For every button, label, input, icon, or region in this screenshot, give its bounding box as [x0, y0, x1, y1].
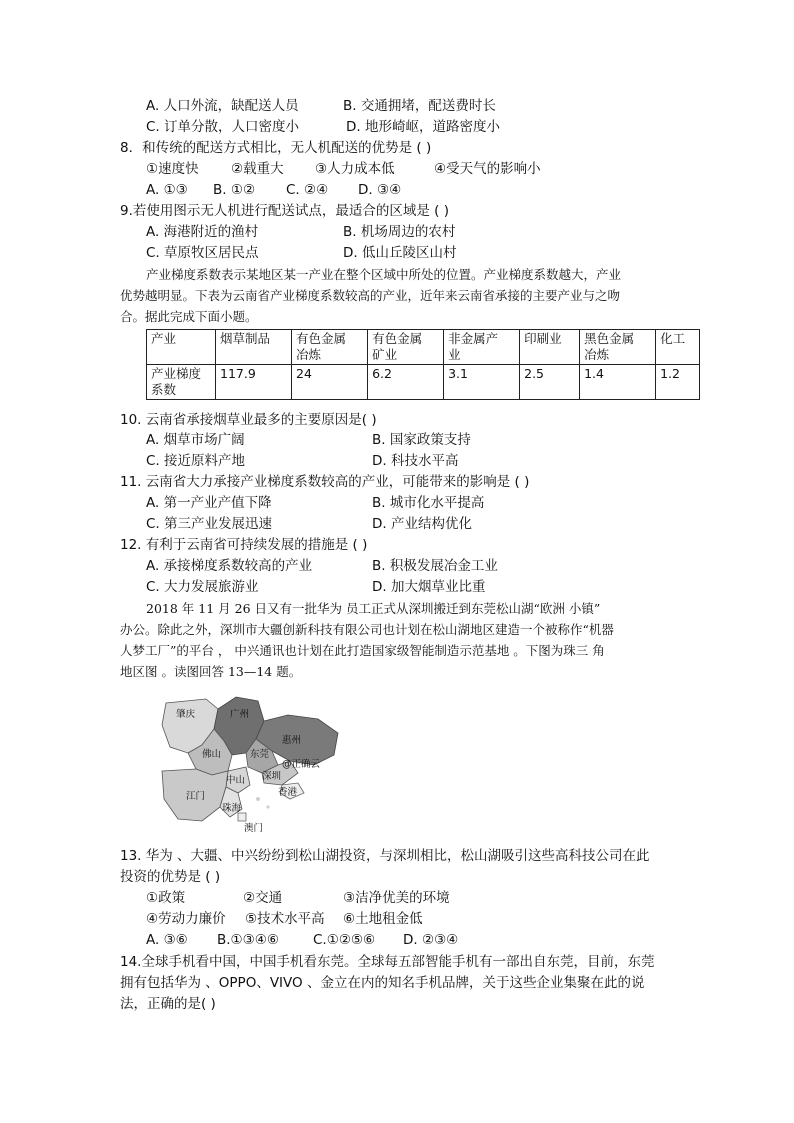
q13-item-4: ④劳动力廉价: [146, 911, 226, 927]
q8-item-3: ③人力成本低: [315, 161, 395, 177]
material2-line-4: 地区图 。读图回答 13—14 题。: [120, 664, 302, 679]
q12-option-d: D. 加大烟草业比重: [372, 579, 486, 595]
table-cell: 1.2: [656, 365, 700, 400]
q7-option-c: C. 订单分散，人口密度小: [146, 119, 300, 135]
map-label: 广州: [230, 709, 250, 720]
table-cell: 6.2: [368, 365, 444, 400]
header-text: 有色金属: [372, 331, 423, 346]
q13-stem-line-1: 13. 华为 、大疆、中兴纷纷到松山湖投资，与深圳相比，松山湖吸引这些高科技公司在此: [120, 848, 650, 864]
header-text: 产业: [151, 331, 177, 346]
q8-option-d: D. ③④: [358, 182, 402, 198]
material2-line-1: 2018 年 11 月 26 日又有一批华为 员工正式从深圳搬迁到东莞松山湖“欧洲 小镇”: [146, 601, 601, 616]
q13-stem-line-2: 投资的优势是 ( ): [120, 869, 221, 885]
header-text: 业: [448, 347, 461, 362]
table-cell: 3.1: [444, 365, 520, 400]
map-label: 佛山: [202, 749, 222, 760]
region-macau: [238, 813, 246, 821]
q14-stem-line-1: 14.全球手机看中国，中国手机看东莞。全球每五部智能手机有一部出自东莞，目前，东莞: [120, 954, 655, 970]
island-mark: [266, 805, 269, 808]
header-text: 冶炼: [584, 347, 610, 362]
header-text: 冶炼: [296, 347, 322, 362]
map-label: 深圳: [262, 771, 282, 782]
q8-stem: 8．和传统的配送方式相比，无人机配送的优势是 ( ): [120, 140, 432, 156]
q12-option-b: B. 积极发展冶金工业: [372, 558, 498, 574]
material1-line-1: 产业梯度系数表示某地区某一产业在整个区域中所处的位置。产业梯度系数越大，产业: [146, 267, 622, 282]
table-cell: 24: [292, 365, 368, 400]
q9-option-c: C. 草原牧区居民点: [146, 245, 259, 261]
table-header-cell: [520, 330, 580, 365]
q13-item-5: ⑤技术水平高: [245, 911, 325, 927]
q9-option-d: D. 低山丘陵区山村: [343, 245, 457, 261]
header-text: 非金属产: [448, 331, 499, 346]
table-cell: 1.4: [580, 365, 656, 400]
q11-option-a: A. 第一产业产值下降: [146, 495, 272, 511]
table-header-cell: [368, 330, 444, 365]
q9-option-b: B. 机场周边的农村: [343, 224, 456, 240]
q10-option-d: D. 科技水平高: [372, 453, 459, 469]
q7-option-b: B. 交通拥堵，配送费时长: [343, 98, 496, 114]
q13-item-1: ①政策: [146, 890, 186, 906]
q13-option-b: B.①③④⑥: [217, 932, 279, 948]
q7-option-d: D. 地形崎岖，道路密度小: [346, 119, 500, 135]
pearl-river-delta-map: [158, 695, 348, 840]
header-text: 有色金属: [296, 331, 347, 346]
q7-option-a: A. 人口外流，缺配送人员: [146, 98, 299, 114]
table-header-cell: [292, 330, 368, 365]
industry-gradient-table: [146, 329, 700, 400]
table-header-row: [147, 330, 700, 365]
q8-option-b: B. ①②: [213, 182, 256, 198]
table-header-cell: [147, 330, 216, 365]
header-text: 印刷业: [524, 331, 562, 346]
q13-option-c: C.①②⑤⑥: [313, 932, 376, 948]
map-label: 东莞: [250, 749, 270, 760]
map-label: @正确云: [282, 759, 321, 770]
q10-stem: 10. 云南省承接烟草业最多的主要原因是( ): [120, 412, 377, 428]
material2-line-2: 办公。除此之外，深圳市大疆创新科技有限公司也计划在松山湖地区建造一个被称作“机器: [120, 622, 614, 637]
q12-option-c: C. 大力发展旅游业: [146, 579, 259, 595]
q9-option-a: A. 海港附近的渔村: [146, 224, 259, 240]
material1-line-3: 合。据此完成下面小题。: [120, 309, 258, 324]
q11-stem: 11. 云南省大力承接产业梯度系数较高的产业，可能带来的影响是 ( ): [120, 474, 530, 490]
q13-item-2: ②交通: [243, 890, 283, 906]
q11-option-b: B. 城市化水平提高: [372, 495, 485, 511]
map-label: 澳门: [244, 823, 264, 834]
q9-stem: 9.若使用图示无人机进行配送试点，最适合的区域是 ( ): [120, 203, 449, 219]
island-mark: [256, 797, 260, 801]
table-header-cell: [216, 330, 292, 365]
map-label: 香港: [278, 787, 298, 798]
map-label: 肇庆: [176, 709, 196, 720]
map-label: 惠州: [282, 735, 302, 746]
q10-option-c: C. 接近原料产地: [146, 453, 246, 469]
q8-item-4: ④受天气的影响小: [434, 161, 541, 177]
q10-option-b: B. 国家政策支持: [372, 432, 471, 448]
table-row: [147, 365, 700, 400]
table-cell: 2.5: [520, 365, 580, 400]
q12-option-a: A. 承接梯度系数较高的产业: [146, 558, 313, 574]
header-text: 烟草制品: [220, 331, 271, 346]
q12-stem: 12. 有利于云南省可持续发展的措施是 ( ): [120, 537, 368, 553]
q8-option-c: C. ②④: [286, 182, 329, 198]
map-label: 江门: [186, 791, 206, 802]
q8-item-1: ①速度快: [146, 161, 199, 177]
q8-item-2: ②载重大: [231, 161, 284, 177]
map-label: 中山: [226, 775, 246, 786]
table-header-cell: [656, 330, 700, 365]
table-header-cell: [580, 330, 656, 365]
q14-stem-line-3: 法，正确的是( ): [120, 996, 216, 1012]
table-row-label: [147, 365, 216, 400]
q13-item-3: ③洁净优美的环境: [343, 890, 450, 906]
q11-option-c: C. 第三产业发展迅速: [146, 516, 273, 532]
table-header-cell: [444, 330, 520, 365]
map-label: 珠海: [222, 803, 242, 814]
q8-option-a: A. ①③: [146, 182, 188, 198]
header-text: 矿业: [372, 347, 398, 362]
material2-line-3: 人梦工厂”的平台 ， 中兴通讯也计划在此打造国家级智能制造示范基地 。下图为珠三 角: [120, 643, 605, 658]
q13-option-d: D. ②③④: [403, 932, 459, 948]
row-label-text: 产业梯度: [151, 366, 202, 381]
table-cell: 117.9: [216, 365, 292, 400]
header-text: 化工: [660, 331, 686, 346]
q13-item-6: ⑥土地租金低: [343, 911, 423, 927]
q11-option-d: D. 产业结构优化: [372, 516, 472, 532]
row-label-text: 系数: [151, 382, 177, 397]
q13-option-a: A. ③⑥: [146, 932, 188, 948]
header-text: 黑色金属: [584, 331, 635, 346]
q14-stem-line-2: 拥有包括华为 、OPPO、VIVO 、金立在内的知名手机品牌，关于这些企业集聚在此的说: [120, 975, 645, 991]
q10-option-a: A. 烟草市场广阔: [146, 432, 245, 448]
material1-line-2: 优势越明显。下表为云南省产业梯度系数较高的产业，近年来云南省承接的主要产业与之吻: [120, 288, 621, 303]
